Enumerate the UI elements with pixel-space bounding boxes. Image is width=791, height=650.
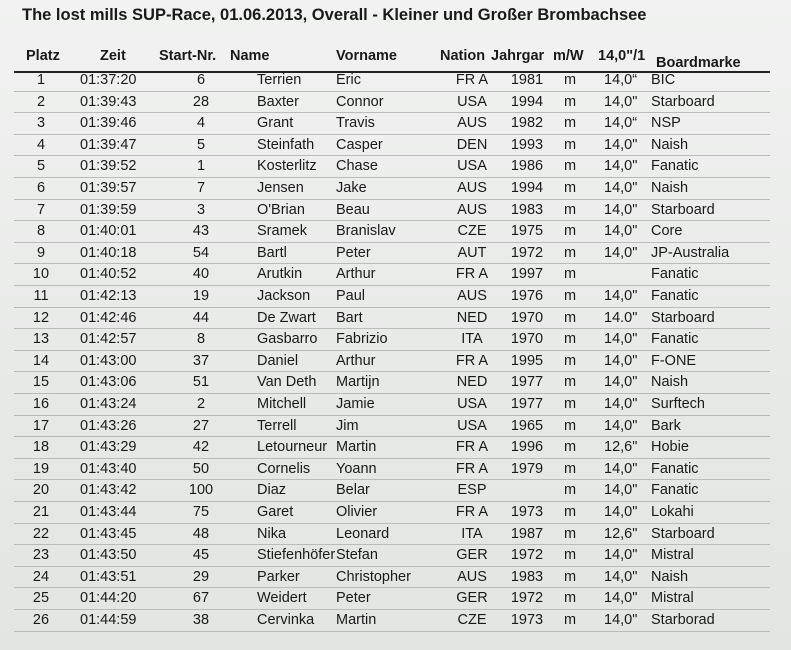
cell-vorname: Peter <box>336 244 371 261</box>
cell-name: Steinfath <box>257 136 315 153</box>
table-row <box>14 587 770 610</box>
cell-size: 14,0" <box>604 158 638 175</box>
cell-start-nr: 3 <box>196 201 206 218</box>
cell-nation: AUS <box>457 288 487 304</box>
cell-jahrgang: 1979 <box>510 460 544 477</box>
cell-mw: m <box>563 525 577 542</box>
table-row <box>14 415 770 438</box>
header-start-nr: Start-Nr. <box>159 48 217 64</box>
cell-jahrgang: 1986 <box>510 158 544 175</box>
cell-mw: m <box>563 612 577 628</box>
cell-start-nr: 50 <box>192 460 210 477</box>
cell-jahrgang: 1994 <box>510 93 544 110</box>
cell-vorname: Arthur <box>336 352 376 369</box>
cell-jahrgang: 1972 <box>510 590 544 607</box>
cell-name: Terrien <box>257 72 302 88</box>
cell-zeit: 01:39:47 <box>80 136 137 153</box>
cell-platz: 22 <box>32 525 50 542</box>
cell-vorname: Connor <box>336 93 384 110</box>
cell-nation: ESP <box>457 482 487 499</box>
table-row <box>14 112 770 135</box>
cell-mw: m <box>563 72 577 88</box>
table-row <box>14 134 770 157</box>
cell-zeit: 01:44:59 <box>80 612 137 628</box>
cell-zeit: 01:40:18 <box>80 244 137 261</box>
table-row <box>14 501 770 524</box>
cell-jahrgang: 1983 <box>510 568 544 585</box>
cell-platz: 15 <box>32 374 50 391</box>
cell-start-nr: 6 <box>196 72 206 88</box>
cell-mw: m <box>563 115 577 132</box>
cell-vorname: Jake <box>336 180 367 196</box>
cell-boardmarke: F-ONE <box>651 352 697 369</box>
cell-nation: AUS <box>457 201 487 218</box>
cell-vorname: Casper <box>336 136 383 153</box>
cell-size: 14,0" <box>604 93 638 110</box>
cell-size: 14,0" <box>604 374 638 391</box>
cell-vorname: Yoann <box>336 460 377 477</box>
cell-zeit: 01:39:52 <box>80 158 137 175</box>
header-platz: Platz <box>26 48 60 64</box>
cell-start-nr: 8 <box>196 331 206 348</box>
cell-mw: m <box>563 201 577 218</box>
cell-boardmarke: Naish <box>651 374 689 391</box>
cell-size: 14,0" <box>604 460 638 477</box>
cell-platz: 4 <box>36 136 46 153</box>
cell-start-nr: 19 <box>192 288 210 304</box>
cell-jahrgang: 1973 <box>510 504 544 520</box>
cell-size: 14,0" <box>604 568 638 585</box>
cell-zeit: 01:43:24 <box>80 396 137 412</box>
cell-name: Kosterlitz <box>257 158 317 175</box>
cell-name: Baxter <box>257 93 299 110</box>
cell-boardmarke: Fanatic <box>651 331 699 348</box>
table-row <box>14 566 770 589</box>
cell-mw: m <box>563 180 577 196</box>
cell-start-nr: 100 <box>188 482 214 499</box>
cell-mw: m <box>563 136 577 153</box>
cell-nation: GER <box>456 590 488 607</box>
table-header <box>0 48 791 70</box>
cell-platz: 13 <box>32 331 50 348</box>
cell-nation: AUS <box>457 115 487 132</box>
cell-zeit: 01:43:45 <box>80 525 137 542</box>
table-row <box>14 393 770 416</box>
cell-platz: 25 <box>32 590 50 607</box>
header-mw: m/W <box>553 48 584 64</box>
cell-boardmarke: Naish <box>651 568 689 585</box>
cell-zeit: 01:43:42 <box>80 482 137 499</box>
cell-start-nr: 75 <box>192 504 210 520</box>
header-jahrgang: Jahrgar <box>491 48 545 64</box>
cell-jahrgang: 1977 <box>510 374 544 391</box>
cell-mw: m <box>563 590 577 607</box>
cell-start-nr: 7 <box>196 180 206 196</box>
cell-size: 14,0" <box>604 482 638 499</box>
cell-nation: ITA <box>461 525 483 542</box>
header-name: Name <box>230 48 270 64</box>
cell-vorname: Beau <box>336 201 370 218</box>
cell-mw: m <box>563 309 577 326</box>
cell-nation: FR A <box>455 72 489 88</box>
cell-boardmarke: Hobie <box>651 439 689 456</box>
cell-vorname: Arthur <box>336 266 376 283</box>
cell-size: 14,0" <box>604 352 638 369</box>
cell-vorname: Belar <box>336 482 370 499</box>
cell-name: Grant <box>257 115 294 132</box>
cell-boardmarke: Fanatic <box>651 288 699 304</box>
cell-zeit: 01:42:46 <box>80 309 137 326</box>
cell-vorname: Paul <box>336 288 366 304</box>
cell-vorname: Martin <box>336 612 377 628</box>
table-row <box>14 307 770 330</box>
table-row <box>14 263 770 286</box>
cell-start-nr: 45 <box>192 547 210 564</box>
cell-platz: 23 <box>32 547 50 564</box>
cell-boardmarke: Fanatic <box>651 482 699 499</box>
cell-jahrgang: 1995 <box>510 352 544 369</box>
cell-size: 14,0" <box>604 417 638 434</box>
cell-size: 14,0" <box>604 180 638 196</box>
cell-mw: m <box>563 568 577 585</box>
cell-start-nr: 1 <box>196 158 206 175</box>
cell-mw: m <box>563 266 577 283</box>
header-nation: Nation <box>440 48 486 64</box>
cell-boardmarke: Naish <box>651 136 689 153</box>
cell-nation: FR A <box>455 352 489 369</box>
cell-jahrgang: 1970 <box>510 331 544 348</box>
cell-name: Parker <box>257 568 300 585</box>
cell-zeit: 01:43:51 <box>80 568 137 585</box>
cell-nation: USA <box>457 93 487 110</box>
cell-boardmarke: Lokahi <box>651 504 694 520</box>
cell-name: Garet <box>257 504 294 520</box>
cell-size: 14,0" <box>604 244 638 261</box>
cell-mw: m <box>563 460 577 477</box>
cell-size: 14,0" <box>604 201 638 218</box>
cell-zeit: 01:39:43 <box>80 93 137 110</box>
cell-boardmarke: Core <box>651 223 683 240</box>
cell-start-nr: 54 <box>192 244 210 261</box>
cell-name: Jensen <box>257 180 304 196</box>
cell-boardmarke: Starboard <box>651 201 715 218</box>
table-row <box>14 436 770 459</box>
table-row <box>14 220 770 243</box>
cell-start-nr: 2 <box>196 396 206 412</box>
cell-name: Cornelis <box>257 460 311 477</box>
cell-vorname: Leonard <box>336 525 390 542</box>
cell-start-nr: 27 <box>192 417 210 434</box>
cell-mw: m <box>563 417 577 434</box>
cell-name: Terrell <box>257 417 297 434</box>
cell-platz: 14 <box>32 352 50 369</box>
cell-name: Arutkin <box>257 266 303 283</box>
cell-size: 14,0" <box>604 547 638 564</box>
cell-vorname: Jamie <box>336 396 375 412</box>
cell-name: Jackson <box>257 288 311 304</box>
cell-platz: 21 <box>32 504 50 520</box>
cell-zeit: 01:43:26 <box>80 417 137 434</box>
cell-name: Cervinka <box>257 612 315 628</box>
cell-boardmarke: Surftech <box>651 396 705 412</box>
cell-vorname: Stefan <box>336 547 378 564</box>
header-zeit: Zeit <box>100 48 126 64</box>
cell-nation: FR A <box>455 266 489 283</box>
cell-size: 14,0" <box>604 288 638 304</box>
cell-platz: 26 <box>32 612 50 628</box>
table-row <box>14 242 770 265</box>
cell-platz: 2 <box>36 93 46 110</box>
cell-jahrgang: 1970 <box>510 309 544 326</box>
cell-start-nr: 43 <box>192 223 210 240</box>
cell-jahrgang: 1993 <box>510 136 544 153</box>
cell-boardmarke: Starboard <box>651 309 715 326</box>
cell-name: De Zwart <box>257 309 316 326</box>
cell-boardmarke: Mistral <box>651 547 694 564</box>
cell-size: 14,0“ <box>604 72 638 88</box>
cell-name: Nika <box>257 525 287 542</box>
cell-name: Mitchell <box>257 396 307 412</box>
cell-platz: 5 <box>36 158 46 175</box>
cell-nation: FR A <box>455 460 489 477</box>
cell-boardmarke: BIC <box>651 72 676 88</box>
cell-jahrgang: 1975 <box>510 223 544 240</box>
cell-platz: 12 <box>32 309 50 326</box>
cell-platz: 7 <box>36 201 46 218</box>
cell-platz: 19 <box>32 460 50 477</box>
cell-mw: m <box>563 547 577 564</box>
cell-name: Van Deth <box>257 374 317 391</box>
cell-start-nr: 67 <box>192 590 210 607</box>
cell-boardmarke: Fanatic <box>651 266 699 283</box>
cell-name: O'Brian <box>257 201 305 218</box>
cell-boardmarke: JP-Australia <box>651 244 730 261</box>
cell-platz: 16 <box>32 396 50 412</box>
cell-jahrgang: 1976 <box>510 288 544 304</box>
table-row <box>14 544 770 567</box>
cell-start-nr: 51 <box>192 374 210 391</box>
cell-platz: 17 <box>32 417 50 434</box>
cell-platz: 1 <box>36 72 46 88</box>
cell-zeit: 01:43:06 <box>80 374 137 391</box>
cell-start-nr: 44 <box>192 309 210 326</box>
cell-size: 14,0" <box>604 136 638 153</box>
cell-vorname: Chase <box>336 158 378 175</box>
header-vorname: Vorname <box>336 48 397 64</box>
cell-jahrgang: 1972 <box>510 244 544 261</box>
cell-size: 14,0" <box>604 331 638 348</box>
cell-start-nr: 4 <box>196 115 206 132</box>
cell-mw: m <box>563 223 577 240</box>
cell-boardmarke: Starboard <box>651 93 715 110</box>
cell-nation: DEN <box>456 136 488 153</box>
cell-vorname: Eric <box>336 72 361 88</box>
cell-jahrgang: 1965 <box>510 417 544 434</box>
cell-jahrgang: 1997 <box>510 266 544 283</box>
cell-nation: USA <box>457 396 487 412</box>
cell-jahrgang: 1981 <box>510 72 544 88</box>
cell-zeit: 01:43:44 <box>80 504 137 520</box>
cell-mw: m <box>563 288 577 304</box>
cell-nation: CZE <box>457 223 487 240</box>
cell-size: 14,0" <box>604 590 638 607</box>
cell-nation: NED <box>456 374 488 391</box>
cell-platz: 9 <box>36 244 46 261</box>
cell-zeit: 01:42:13 <box>80 288 137 304</box>
cell-size: 14.0" <box>604 309 638 326</box>
cell-vorname: Martijn <box>336 374 380 391</box>
cell-name: Letourneur <box>257 439 328 456</box>
cell-zeit: 01:40:52 <box>80 266 137 283</box>
cell-jahrgang: 1994 <box>510 180 544 196</box>
cell-start-nr: 48 <box>192 525 210 542</box>
cell-name: Diaz <box>257 482 287 499</box>
cell-jahrgang: 1987 <box>510 525 544 542</box>
cell-zeit: 01:39:59 <box>80 201 137 218</box>
cell-mw: m <box>563 374 577 391</box>
cell-zeit: 01:43:00 <box>80 352 137 369</box>
cell-platz: 6 <box>36 180 46 196</box>
cell-zeit: 01:43:40 <box>80 460 137 477</box>
cell-jahrgang: 1983 <box>510 201 544 218</box>
cell-vorname: Bart <box>336 309 363 326</box>
cell-start-nr: 29 <box>192 568 210 585</box>
cell-platz: 18 <box>32 439 50 456</box>
cell-boardmarke: Bark <box>651 417 681 434</box>
cell-size: 14,0“ <box>604 115 638 132</box>
cell-vorname: Christopher <box>336 568 411 585</box>
cell-boardmarke: NSP <box>651 115 681 132</box>
cell-name: Gasbarro <box>257 331 318 348</box>
table-row <box>14 69 770 92</box>
cell-vorname: Travis <box>336 115 375 132</box>
page-title: The lost mills SUP-Race, 01.06.2013, Overall - Kleiner und Großer Brombachsee <box>22 6 647 24</box>
cell-platz: 11 <box>33 288 49 304</box>
cell-nation: FR A <box>455 439 489 456</box>
cell-mw: m <box>563 396 577 412</box>
table-row <box>14 199 770 222</box>
table-row <box>14 458 770 481</box>
cell-mw: m <box>563 439 577 456</box>
cell-zeit: 01:43:50 <box>80 547 137 564</box>
table-row <box>14 91 770 114</box>
table-row <box>14 479 770 502</box>
cell-boardmarke: Mistral <box>651 590 694 607</box>
cell-start-nr: 40 <box>192 266 210 283</box>
cell-vorname: Branislav <box>336 223 396 240</box>
cell-zeit: 01:40:01 <box>80 223 137 240</box>
cell-mw: m <box>563 331 577 348</box>
cell-zeit: 01:39:57 <box>80 180 137 196</box>
cell-boardmarke: Fanatic <box>651 158 699 175</box>
cell-nation: NED <box>456 309 488 326</box>
cell-platz: 20 <box>32 482 50 499</box>
cell-mw: m <box>563 244 577 261</box>
cell-start-nr: 5 <box>196 136 206 153</box>
cell-nation: USA <box>457 417 487 434</box>
header-size: 14,0"/1 <box>598 48 646 64</box>
cell-jahrgang: 1972 <box>510 547 544 564</box>
cell-vorname: Peter <box>336 590 371 607</box>
cell-jahrgang: 1996 <box>510 439 544 456</box>
table-row <box>14 609 770 632</box>
cell-platz: 24 <box>32 568 50 585</box>
cell-name: Daniel <box>257 352 299 369</box>
cell-jahrgang: 1973 <box>510 612 544 628</box>
cell-boardmarke: Fanatic <box>651 460 699 477</box>
cell-jahrgang: 1982 <box>510 115 544 132</box>
cell-size: 14,0" <box>604 504 638 520</box>
cell-zeit: 01:43:29 <box>80 439 137 456</box>
cell-zeit: 01:39:46 <box>80 115 137 132</box>
cell-nation: USA <box>457 158 487 175</box>
cell-start-nr: 37 <box>192 352 210 369</box>
cell-start-nr: 42 <box>192 439 210 456</box>
cell-zeit: 01:44:20 <box>80 590 137 607</box>
cell-nation: ITA <box>461 331 483 348</box>
table-row <box>14 328 770 351</box>
cell-mw: m <box>563 482 577 499</box>
cell-mw: m <box>563 158 577 175</box>
cell-boardmarke: Starboard <box>651 525 715 542</box>
table-row <box>14 523 770 546</box>
cell-nation: AUS <box>457 568 487 585</box>
cell-vorname: Olivier <box>336 504 378 520</box>
cell-start-nr: 28 <box>192 93 210 110</box>
cell-size: 14,0" <box>604 396 638 412</box>
cell-zeit: 01:42:57 <box>80 331 137 348</box>
cell-size: 12,6" <box>604 439 638 456</box>
table-row <box>14 177 770 200</box>
cell-platz: 10 <box>32 266 50 283</box>
cell-nation: CZE <box>457 612 487 628</box>
table-row <box>14 371 770 394</box>
cell-name: Weidert <box>257 590 307 607</box>
cell-vorname: Jim <box>336 417 359 434</box>
cell-vorname: Martin <box>336 439 377 456</box>
cell-platz: 3 <box>36 115 46 132</box>
cell-size: 14,0" <box>604 612 638 628</box>
header-boardmarke: Boardmarke <box>656 55 741 71</box>
cell-name: Stiefenhöfer <box>257 547 336 564</box>
cell-boardmarke: Naish <box>651 180 689 196</box>
cell-name: Sramek <box>257 223 307 240</box>
table-row <box>14 155 770 178</box>
cell-size: 12,6" <box>604 525 638 542</box>
cell-nation: FR A <box>455 504 489 520</box>
table-row <box>14 285 770 308</box>
cell-jahrgang: 1977 <box>510 396 544 412</box>
cell-mw: m <box>563 93 577 110</box>
cell-vorname: Fabrizio <box>336 331 388 348</box>
cell-zeit: 01:37:20 <box>80 72 137 88</box>
cell-mw: m <box>563 352 577 369</box>
cell-name: Bartl <box>257 244 287 261</box>
cell-nation: AUS <box>457 180 487 196</box>
cell-start-nr: 38 <box>192 612 210 628</box>
cell-platz: 8 <box>36 223 46 240</box>
cell-nation: GER <box>456 547 488 564</box>
cell-mw: m <box>563 504 577 520</box>
cell-size: 14,0" <box>604 223 638 240</box>
table-row <box>14 350 770 373</box>
cell-nation: AUT <box>457 244 487 261</box>
cell-boardmarke: Starborad <box>651 612 715 628</box>
